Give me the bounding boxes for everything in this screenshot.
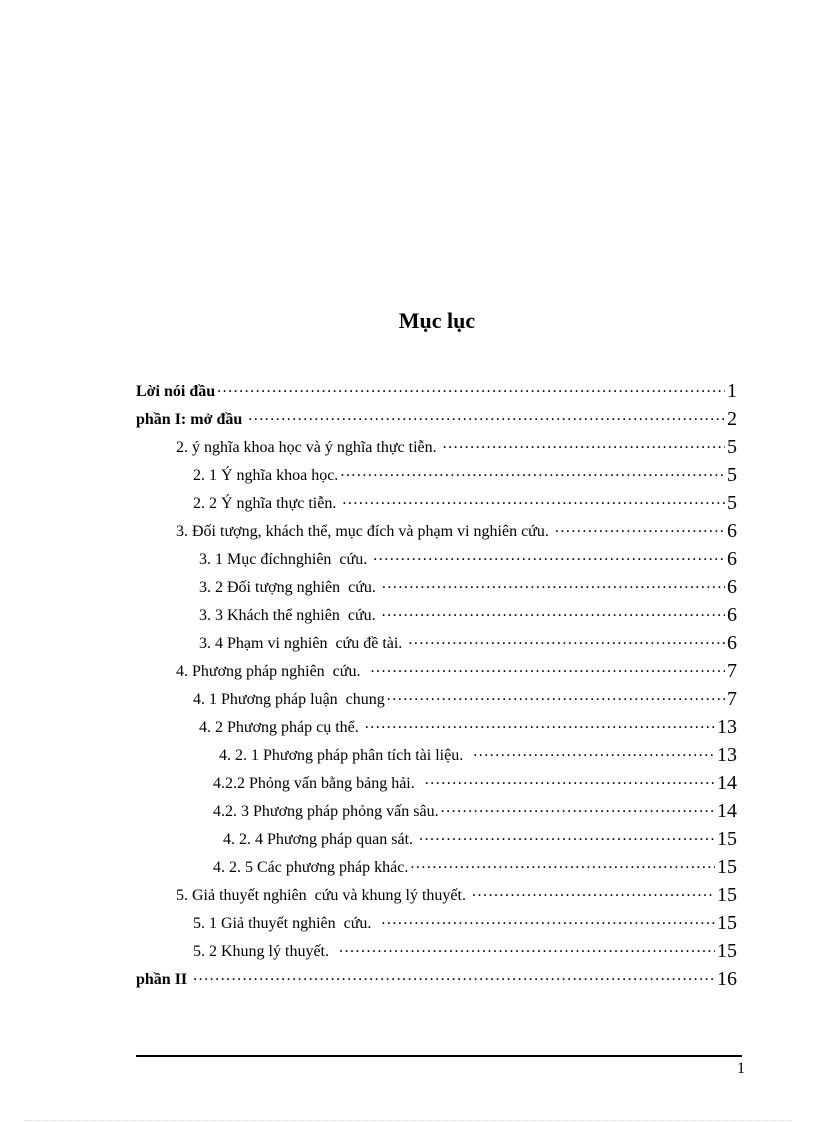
toc-leader — [381, 912, 715, 928]
toc-entry-page: 2 — [727, 408, 737, 430]
toc-entry-page: 13 — [717, 744, 737, 766]
toc-entry[interactable] — [136, 374, 737, 401]
toc-entry-page: 6 — [727, 548, 737, 570]
toc-entry-page: 6 — [727, 520, 737, 542]
toc-leader — [340, 464, 725, 480]
toc-entry[interactable] — [176, 514, 737, 541]
toc-entry[interactable] — [199, 570, 737, 597]
toc-entry[interactable] — [199, 710, 737, 737]
toc-leader — [373, 548, 725, 564]
toc-leader — [419, 828, 715, 844]
toc-entry[interactable] — [223, 822, 737, 849]
toc-leader — [473, 744, 715, 760]
toc-entry[interactable] — [193, 934, 737, 961]
toc-entry-page: 7 — [727, 660, 737, 682]
toc-leader — [193, 968, 715, 984]
toc-entry-page: 16 — [717, 968, 737, 990]
toc-entry-label: phần I: mở đầu — [136, 411, 247, 428]
toc-entry-page: 15 — [717, 940, 737, 962]
toc-entry[interactable] — [193, 458, 737, 485]
footer-divider — [136, 1055, 742, 1057]
toc-entry-page: 6 — [727, 604, 737, 626]
toc-entry[interactable] — [219, 738, 737, 765]
toc-entry-page: 5 — [727, 464, 737, 486]
toc-entry-label: 2. 2 Ý nghĩa thực tiễn. — [193, 495, 341, 512]
toc-entry[interactable] — [193, 486, 737, 513]
toc-leader — [342, 492, 725, 508]
toc-entry[interactable] — [213, 850, 737, 877]
toc-leader — [443, 436, 725, 452]
toc-entry-label: 2. 1 Ý nghĩa khoa học. — [193, 467, 339, 484]
toc-leader — [387, 688, 725, 704]
toc-entry-label: 2. ý nghĩa khoa học và ý nghĩa thực tiễn. — [176, 439, 441, 456]
toc-entry-label: 4. 2 Phương pháp cụ thể. — [199, 719, 363, 736]
toc-entry-page: 15 — [717, 884, 737, 906]
toc-entry[interactable] — [199, 542, 737, 569]
toc-entry-label: 4. 2. 4 Phương pháp quan sát. — [223, 831, 418, 848]
toc-entry-page: 15 — [717, 856, 737, 878]
toc-leader — [217, 380, 725, 396]
toc-entry-label: 5. 2 Khung lý thuyết. — [193, 943, 337, 960]
page-title: Mục lục — [398, 308, 476, 333]
toc-entry-page: 15 — [717, 912, 737, 934]
toc-leader — [370, 660, 725, 676]
toc-entry-page: 15 — [717, 828, 737, 850]
toc-leader — [382, 576, 725, 592]
toc-leader — [410, 856, 715, 872]
toc-entry[interactable] — [199, 598, 737, 625]
toc-entry-page: 1 — [727, 380, 737, 402]
toc-entry-page: 14 — [717, 772, 737, 794]
toc-entry-label: 4.2.2 Phỏng vấn bằng bảng hải. — [213, 775, 423, 792]
toc-entry-page: 6 — [727, 632, 737, 654]
toc-entry-page: 5 — [727, 492, 737, 514]
toc-entry[interactable] — [213, 794, 737, 821]
toc-entry-label: 5. Giả thuyết nghiên cứu và khung lý thuyết. — [176, 887, 470, 904]
toc-entry[interactable] — [193, 906, 737, 933]
toc-entry-label: 3. 2 Đối tượng nghiên cứu. — [199, 579, 380, 596]
toc-entry[interactable] — [136, 962, 737, 989]
toc-entry-page: 14 — [717, 800, 737, 822]
toc-entry[interactable] — [193, 682, 737, 709]
toc-entry[interactable] — [213, 766, 737, 793]
toc-entry-label: 4. 2. 1 Phương pháp phân tích tài liệu. — [219, 747, 472, 764]
toc-entry-label: 3. 4 Phạm vi nghiên cứu đề tài. — [199, 635, 407, 652]
toc-entry-label: Lời nói đầu — [136, 383, 216, 400]
toc-leader — [408, 632, 725, 648]
toc-entry-page: 5 — [727, 436, 737, 458]
toc-entry[interactable] — [136, 402, 737, 429]
toc-entry-page: 13 — [717, 716, 737, 738]
toc-leader — [365, 716, 715, 732]
toc-entry[interactable] — [176, 430, 737, 457]
page-number: 1 — [737, 1060, 745, 1077]
toc-leader — [555, 520, 725, 536]
toc-leader — [441, 800, 715, 816]
toc-entry[interactable] — [199, 626, 737, 653]
page-edge-divider — [24, 1120, 792, 1121]
toc-leader — [425, 772, 715, 788]
toc-leader — [248, 408, 725, 424]
toc-leader — [472, 884, 715, 900]
toc-entry[interactable] — [176, 878, 737, 905]
toc-entry-label: 4. 1 Phương pháp luận chung — [193, 691, 385, 708]
toc-entry-page: 6 — [727, 576, 737, 598]
toc-entry-label: 3. 1 Mục đíchnghiên cứu. — [199, 551, 372, 568]
toc-entry[interactable] — [176, 654, 737, 681]
toc-entry-label: 4. 2. 5 Các phương pháp khác. — [213, 859, 409, 876]
toc-leader — [339, 940, 715, 956]
toc-entry-label: 4.2. 3 Phương pháp phỏng vấn sâu. — [213, 803, 439, 820]
toc-entry-page: 7 — [727, 688, 737, 710]
toc-entry-label: phần II — [136, 971, 192, 988]
toc-entry-label: 5. 1 Giả thuyết nghiên cứu. — [193, 915, 380, 932]
toc-entry-label: 3. 3 Khách thể nghiên cứu. — [199, 607, 380, 624]
toc-entry-label: 3. Đối tượng, khách thể, mục đích và phạm vi nghiên cứu. — [176, 523, 553, 540]
toc-leader — [382, 604, 725, 620]
toc-entry-label: 4. Phương pháp nghiên cứu. — [176, 663, 369, 680]
